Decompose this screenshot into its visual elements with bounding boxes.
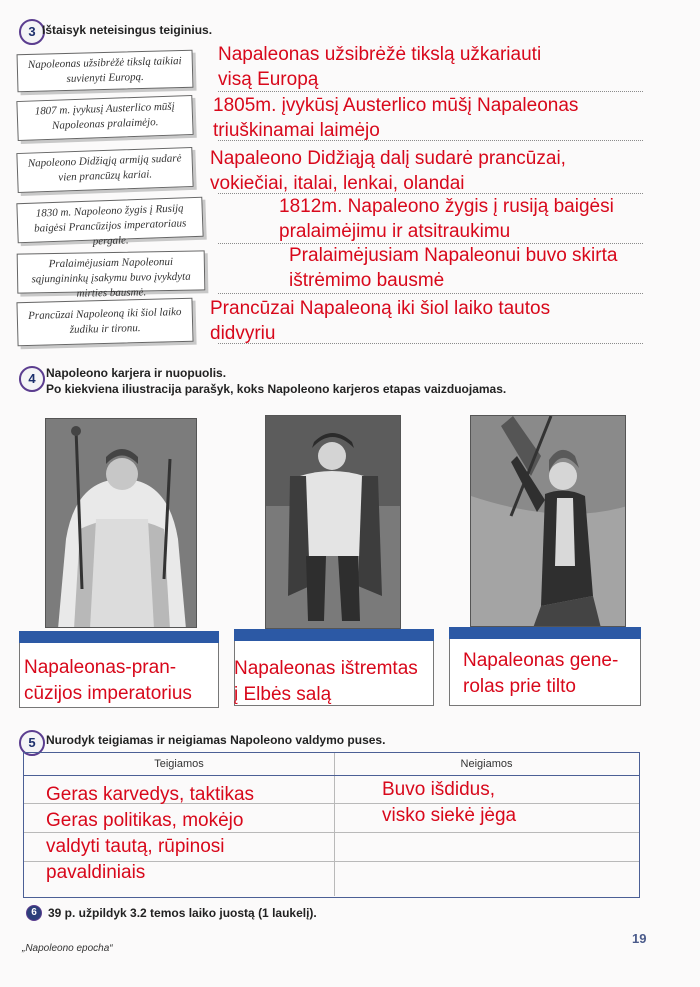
task-5-number: 5 [19,730,45,756]
caption-answer-1: Napaleonas-pran- cūzijos imperatorius [24,657,192,704]
task-4-subtitle: Po kiekviena iliustracija parašyk, koks Napoleono karjeros etapas vaizduojamas. [46,382,507,396]
napoleon-general-illustration [470,415,626,627]
task-5-title: Nurodyk teigiamas ir neigiamas Napoleono valdymo puses. [46,733,386,747]
answer-text-4: 1812m. Napaleono žygis į rusiją baigėsi pralaimėjimu ir atsitraukimu [279,196,614,242]
page-number: 19 [632,931,647,946]
statement-card-5: Pralaimėjusiam Napoleonui sąjungininkų įsakymu buvo įvykdyta mirties bausmė. [17,250,206,293]
task-6-number: 6 [26,905,42,921]
caption-header-bar [19,631,219,643]
answer-text-2: 1805m. įvykūsį Austerlico mūšį Napaleonas triuškinamai laimėjo [213,95,579,141]
answer-text-6: Prancūzai Napaleoną iki šiol laiko tautos didvyriu [210,298,551,344]
caption-header-bar [234,629,434,641]
caption-answer-2: Napaleonas ištremtas į Elbės salą [234,658,418,705]
section-name: „Napoleono epocha“ [22,943,113,954]
napoleon-emperor-illustration [45,418,197,628]
answer-line [218,293,643,294]
statement-card-2: 1807 m. įvykusį Austerlico mūšį Napoleonas pralaimėjo. [16,95,193,141]
statement-card-1: Napoleonas užsibrėžė tikslą taikiai suvienyti Europą. [17,50,194,93]
task-3-title: Ištaisyk neteisingus teiginius. [42,23,213,37]
negative-answer: Buvo išdidus, visko siekė jėga [382,779,517,826]
column-header-negative: Neigiamos [460,758,513,770]
table-row-line [24,775,639,776]
statement-card-3: Napoleono Didžiąją armiją sudarė vien prancūzų kariai. [16,147,193,193]
statement-card-4: 1830 m. Napoleono žygis į Rusiją baigėsi Prancūzijos imperatoriaus pergale. [16,197,203,243]
caption-header-bar [449,627,641,639]
task-4-title: Napoleono karjera ir nuopuolis. [46,366,227,380]
napoleon-exile-illustration [265,415,401,629]
task-3-number: 3 [19,19,45,45]
column-header-positive: Teigiamos [154,758,204,770]
caption-answer-3: Napaleonas gene- rolas prie tilto [463,650,619,697]
positive-answer: Geras karvedys, taktikas Geras politikas, mokėjo valdyti tautą, rūpinosi pavaldiniais [46,784,255,883]
task-6-text: 39 p. užpildyk 3.2 temos laiko juostą (1 laukelį). [48,906,317,920]
task-4-number: 4 [19,366,45,392]
statement-card-6: Prancūzai Napoleoną iki šiol laiko žudiku ir tironu. [16,298,193,347]
answer-text-1: Napaleonas užsibrėžė tikslą užkariauti visą Europą [218,44,542,90]
answer-text-5: Pralaimėjusiam Napaleonui buvo skirta ištrėmimo bausmė [289,245,618,291]
answer-text-3: Napaleono Didžiąją dalį sudarė prancūzai, vokiečiai, italai, lenkai, olandai [210,148,566,194]
